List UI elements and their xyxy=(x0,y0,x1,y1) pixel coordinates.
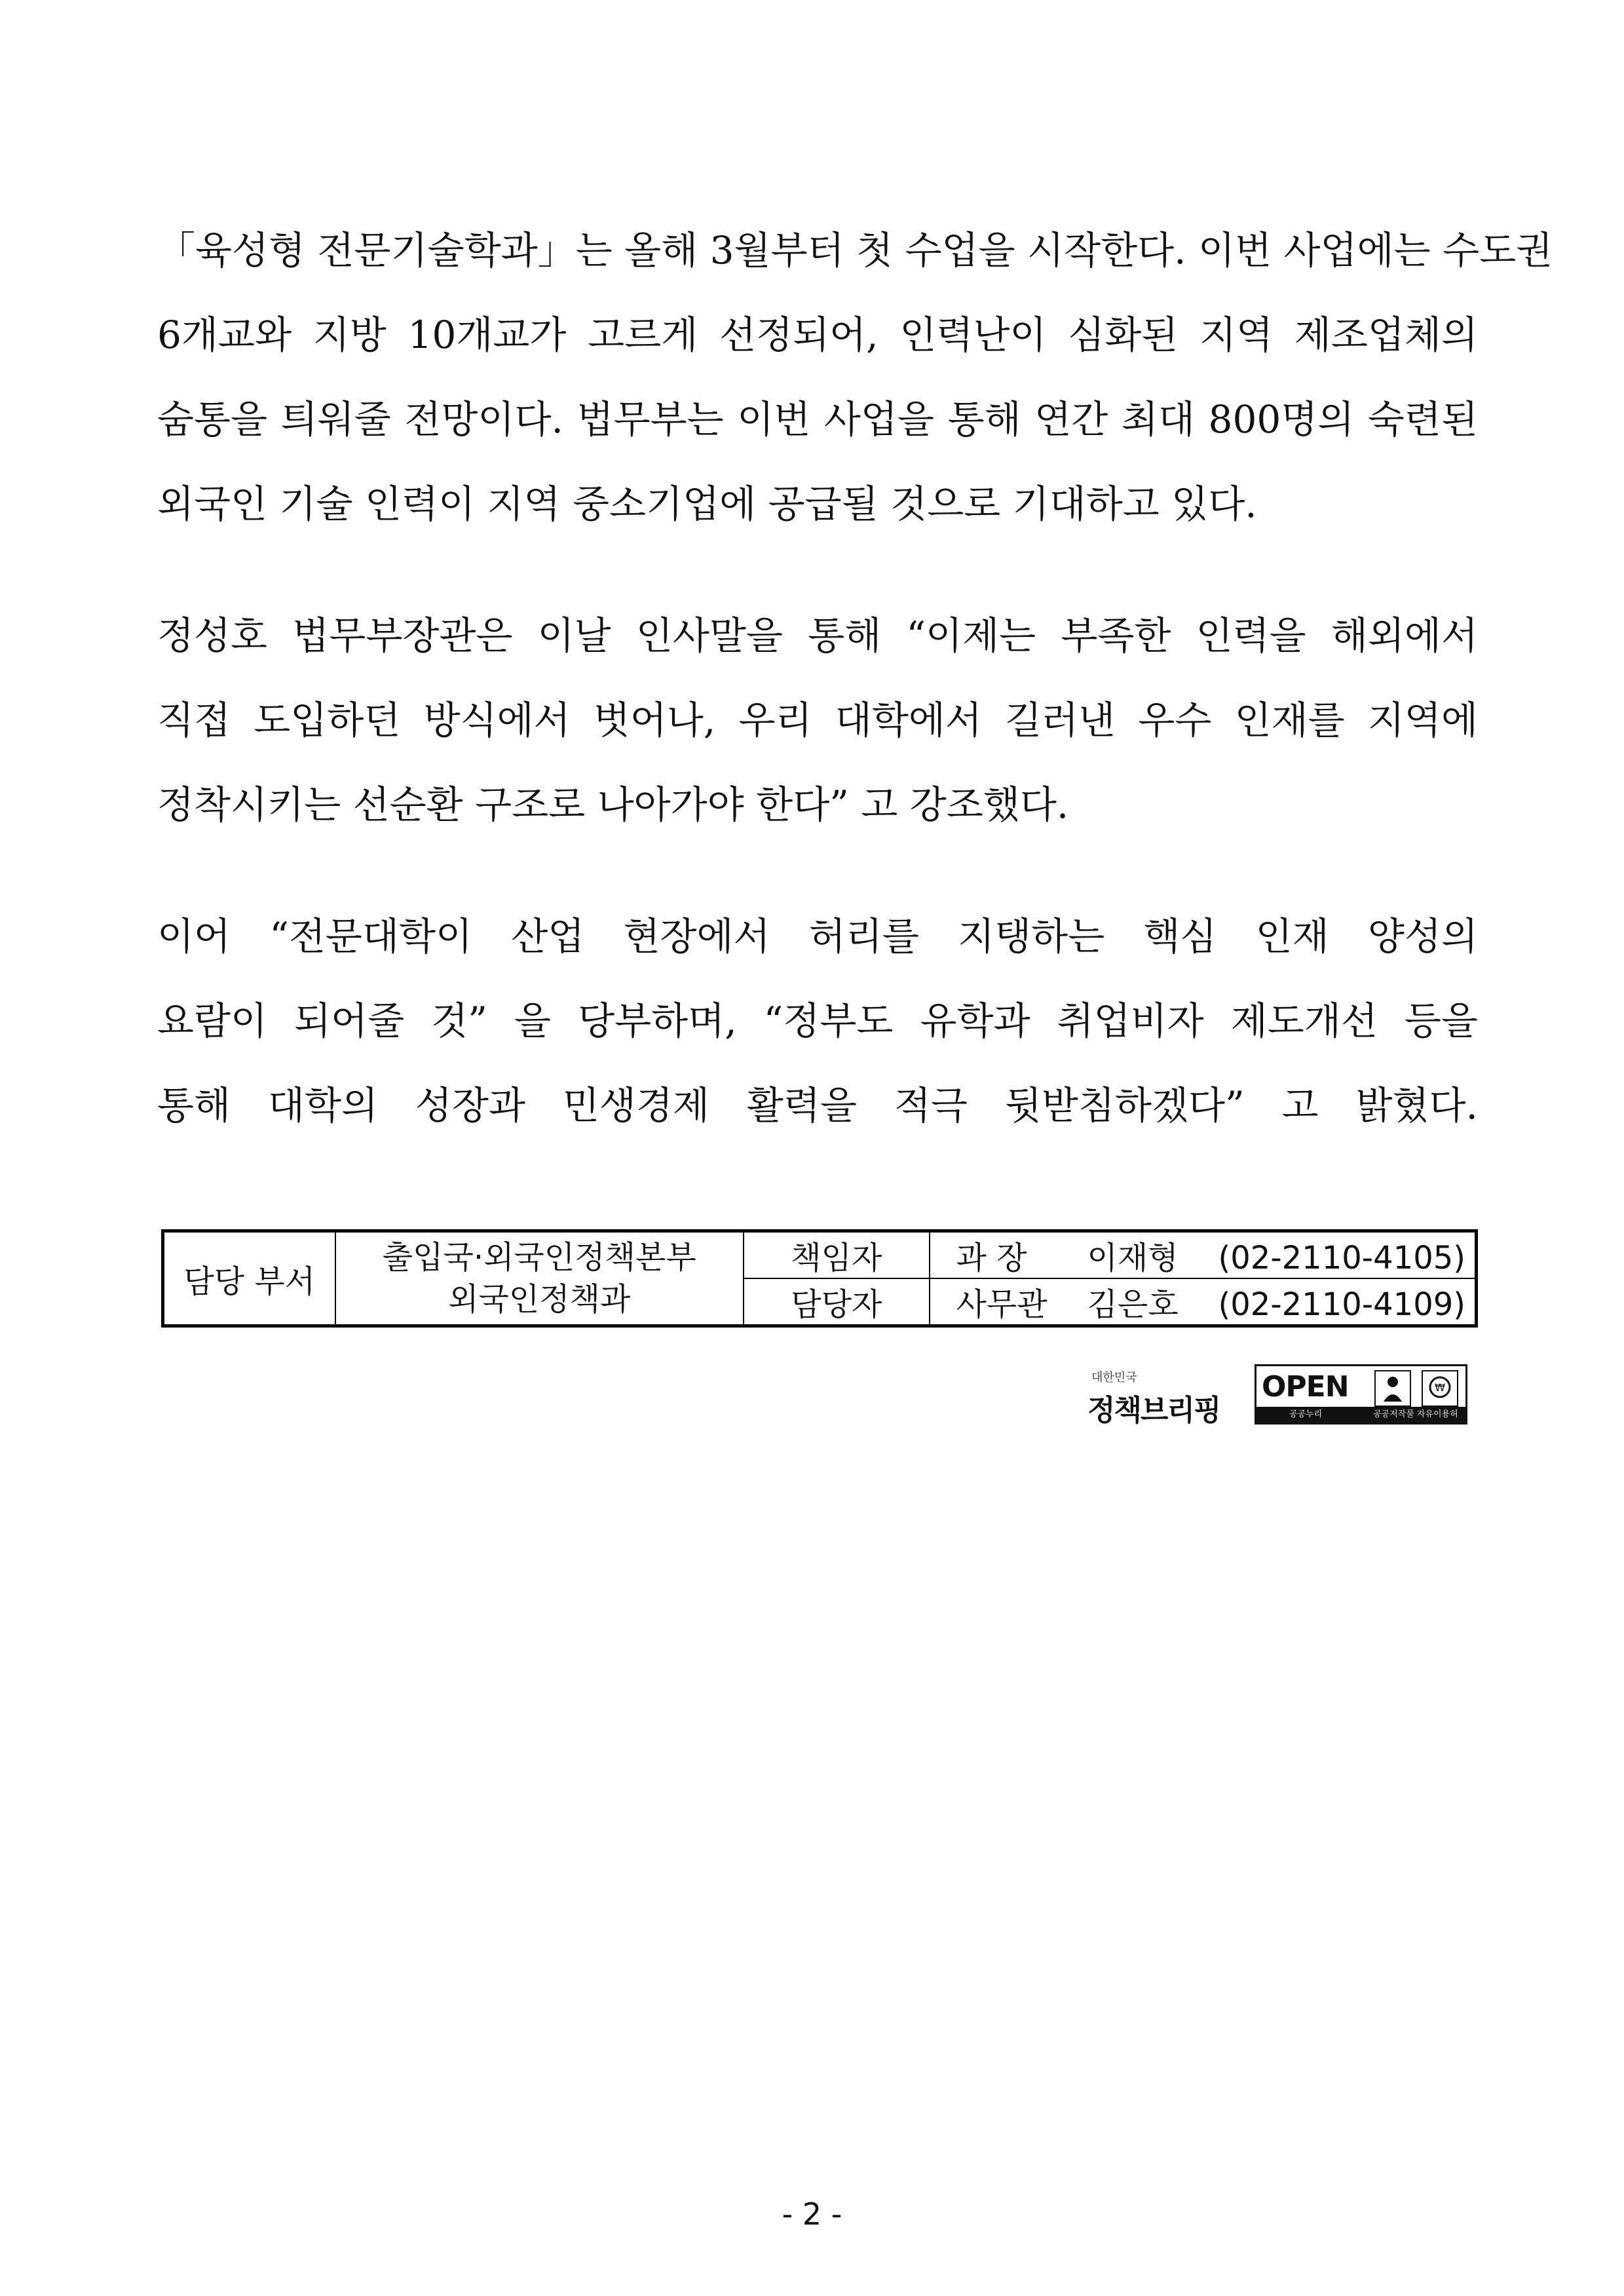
paragraph-3 xyxy=(157,894,1478,1148)
role-cell: 담당자 xyxy=(744,1278,930,1326)
person-cell xyxy=(930,1278,1477,1326)
policy-briefing-main-text: 정책브리핑 xyxy=(1087,1394,1220,1427)
dept-name-line-1: 출입국·외국인정책본부 xyxy=(382,1239,696,1276)
person-name: 김은호 xyxy=(1087,1286,1179,1323)
open-bar xyxy=(1256,1407,1465,1435)
person-cell xyxy=(930,1231,1477,1279)
open-bar-right: 공공저작물 자유이용허락 xyxy=(1373,1409,1458,1435)
policy-briefing-small-text: 대한민국 xyxy=(1091,1371,1137,1385)
paragraph-line: 직접 도입하던 방식에서 벗어나, 우리 대학에서 길러낸 우수 인재를 지역에 xyxy=(157,698,1478,742)
svg-text:₩: ₩ xyxy=(1435,1381,1445,1394)
person-phone: (02-2110-4109) xyxy=(1218,1286,1465,1323)
paragraph-line: 이어 “전문대학이 산업 현장에서 허리를 지탱하는 핵심 인재 양성의 xyxy=(157,914,1478,959)
paragraph-line: 외국인 기술 인력이 지역 중소기업에 공급될 것으로 기대하고 있다. xyxy=(157,482,1257,526)
page-number: - 2 - xyxy=(782,2196,842,2232)
footer-logos xyxy=(1087,1364,1467,1436)
person-phone: (02-2110-4105) xyxy=(1218,1240,1465,1276)
open-bar-left: 공공누리 xyxy=(1289,1409,1323,1419)
open-label: OPEN xyxy=(1262,1370,1349,1404)
paragraph-line: 통해 대학의 성장과 민생경제 활력을 적극 뒷받침하겠다” 고 밝혔다. xyxy=(157,1083,1478,1128)
paragraph-line: 숨통을 틔워줄 전망이다. 법무부는 이번 사업을 통해 연간 최대 800명의 숙련된 xyxy=(157,397,1478,442)
non-commercial-icon xyxy=(1422,1370,1458,1407)
dept-name-line-2: 외국인정책과 xyxy=(448,1281,631,1318)
table-row xyxy=(163,1231,1477,1279)
role-cell: 책임자 xyxy=(744,1231,930,1279)
person-name: 이재형 xyxy=(1087,1240,1179,1276)
policy-briefing-logo xyxy=(1087,1364,1245,1436)
paragraph-line: 6개교와 지방 10개교가 고르게 선정되어, 인력난이 심화된 지역 제조업체의 xyxy=(157,313,1478,357)
paragraph-2 xyxy=(157,594,1478,847)
paragraph-line: 「육성형 전문기술학과」는 올해 3월부터 첫 수업을 시작한다. 이번 사업에는 수도권 xyxy=(157,228,1553,273)
person-title: 과 장 xyxy=(956,1240,1027,1276)
paragraph-line: 정착시키는 선순환 구조로 나아가야 한다” 고 강조했다. xyxy=(157,782,1069,827)
paragraph-line: 정성호 법무부장관은 이날 인사말을 통해 “이제는 부족한 인력을 해외에서 xyxy=(157,613,1478,658)
attribution-icon xyxy=(1374,1370,1411,1407)
person-title: 사무관 xyxy=(956,1286,1048,1323)
dept-label: 담당 부서 xyxy=(163,1231,335,1326)
contact-table xyxy=(161,1229,1478,1328)
kogl-open-badge xyxy=(1255,1364,1467,1435)
dept-name xyxy=(335,1231,744,1326)
paragraph-line: 요람이 되어줄 것” 을 당부하며, “정부도 유학과 취업비자 제도개선 등을 xyxy=(157,999,1478,1043)
paragraph-1 xyxy=(157,208,1553,546)
